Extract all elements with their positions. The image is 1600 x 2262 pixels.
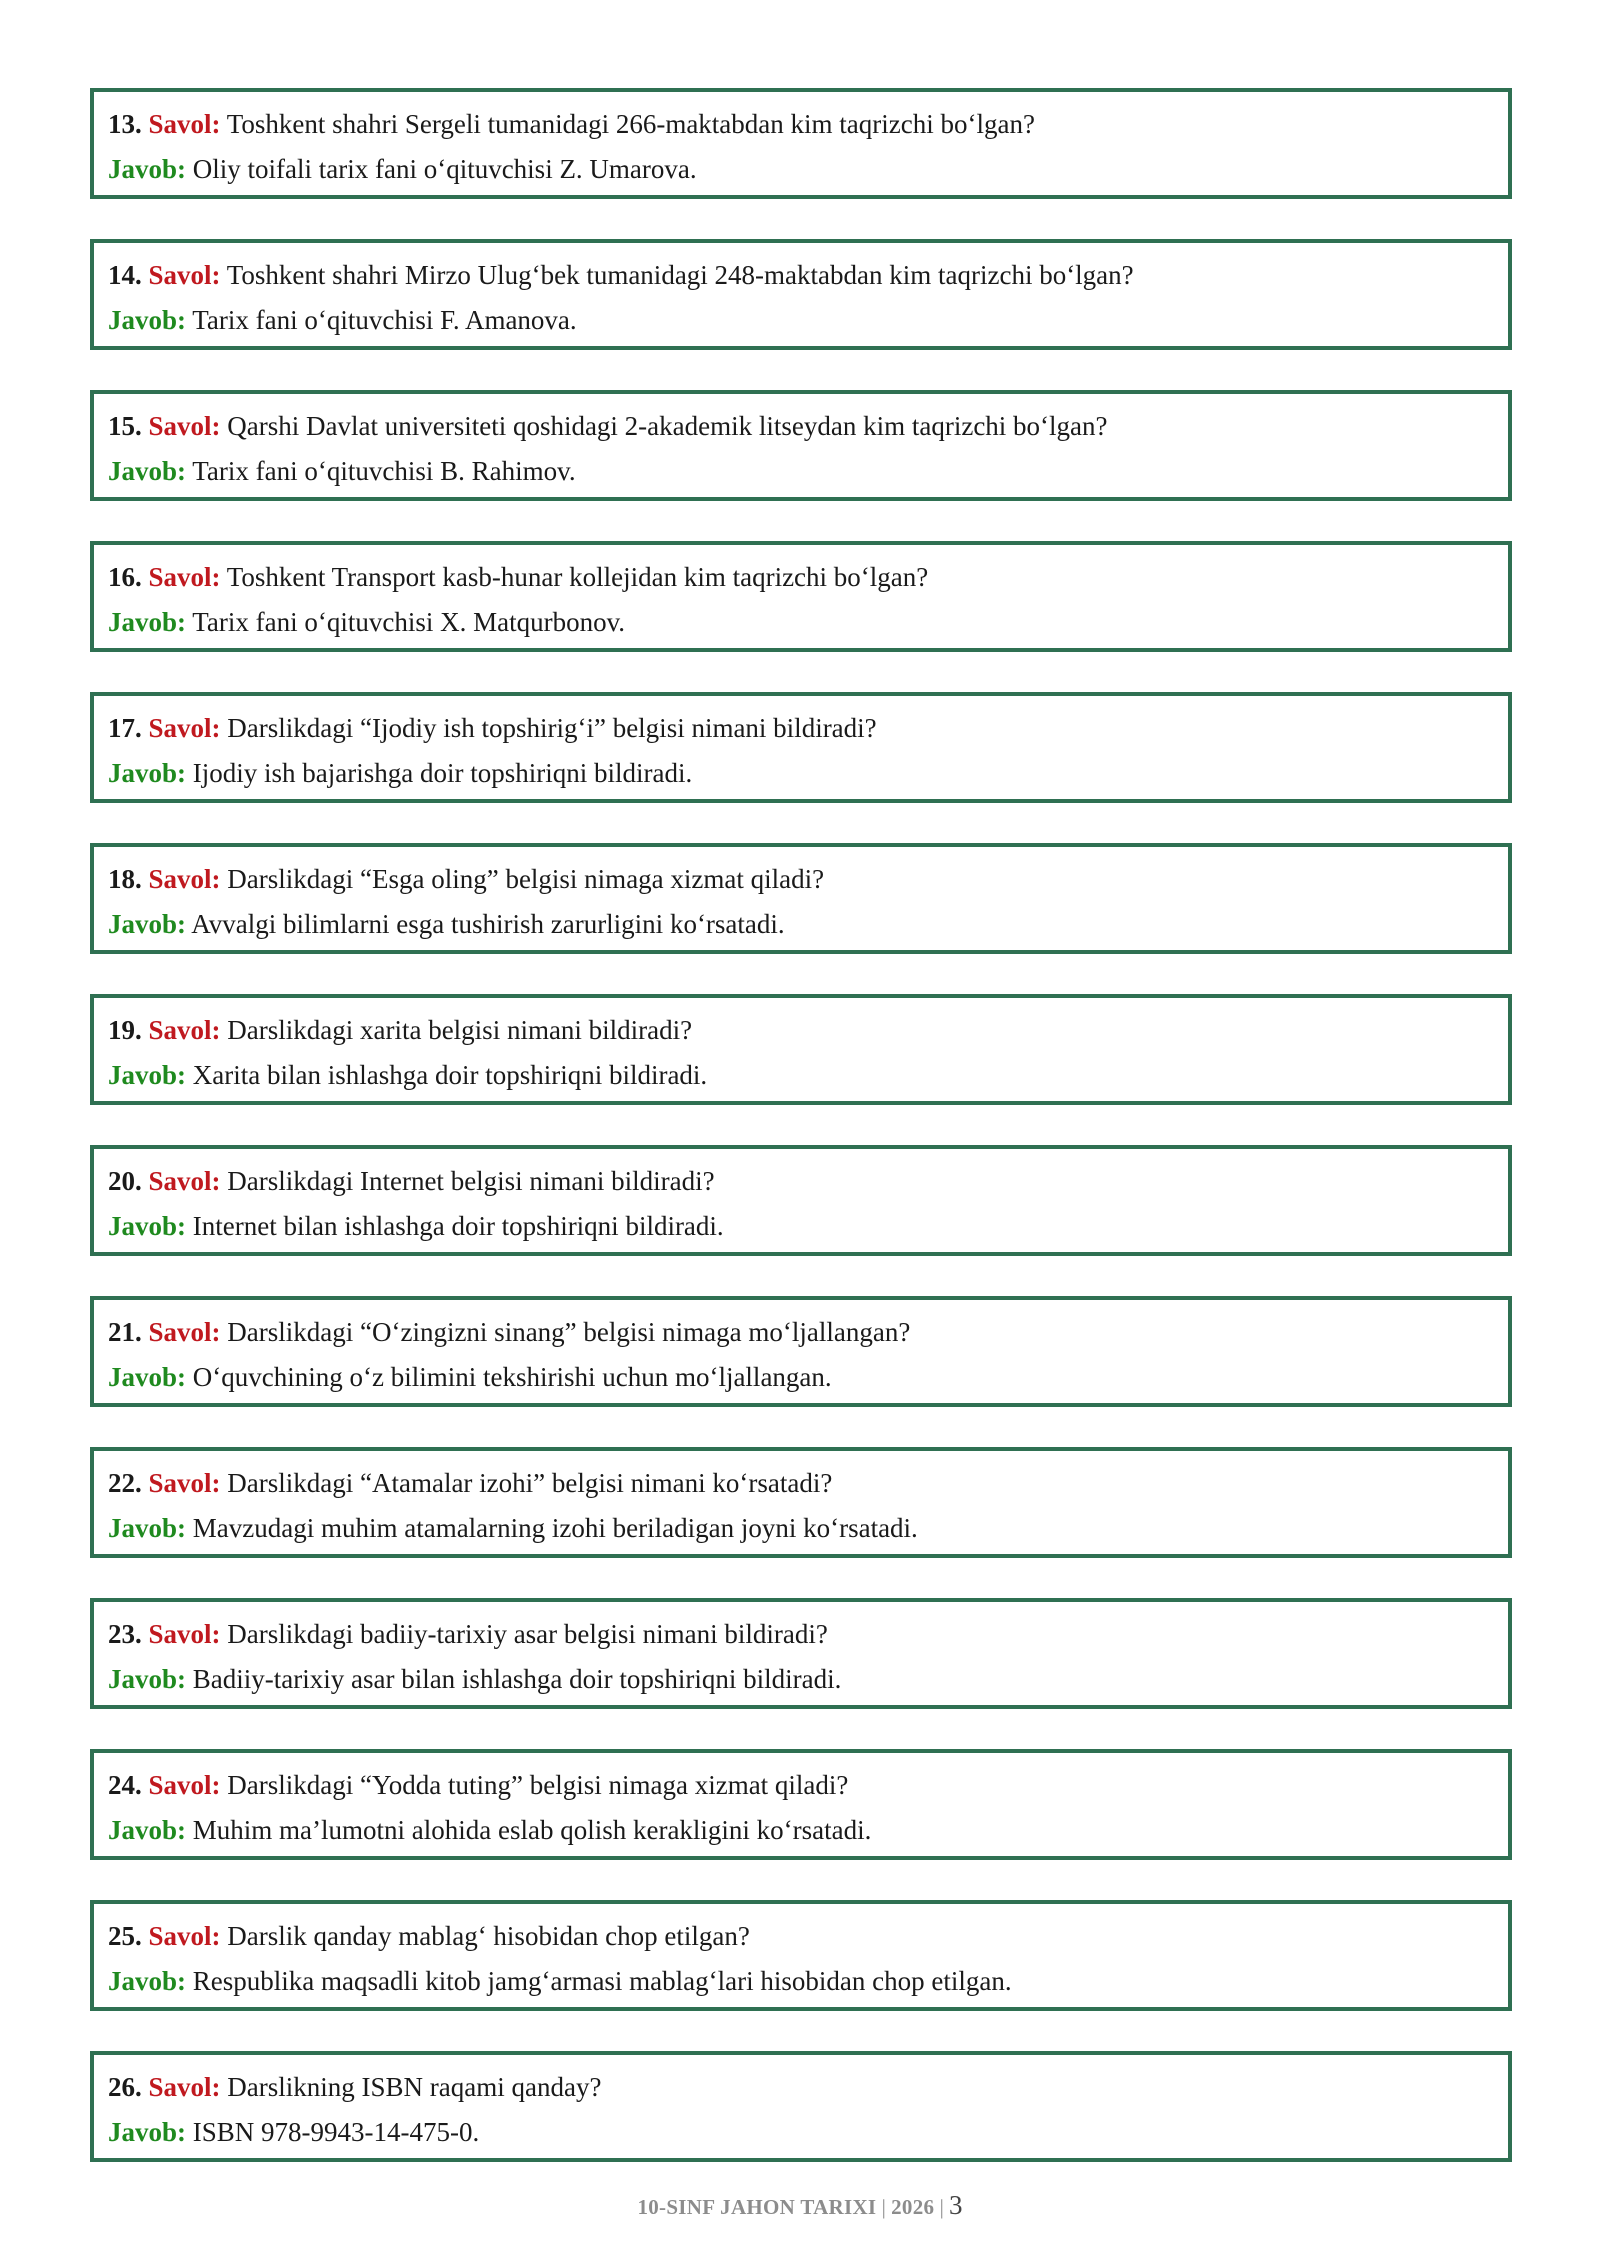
question-line	[108, 706, 1508, 751]
page-number: 3	[949, 2190, 963, 2220]
question-label: Savol:	[148, 1619, 221, 1649]
question-label: Savol:	[148, 260, 221, 290]
answer-line	[108, 2110, 1508, 2155]
question-text: Toshkent shahri Sergeli tumanidagi 266-maktabdan kim taqrizchi bo‘lgan?	[226, 109, 1035, 139]
question-line	[108, 1008, 1508, 1053]
question-number: 19.	[108, 1015, 142, 1045]
question-line	[108, 404, 1508, 449]
question-text: Toshkent shahri Mirzo Ulug‘bek tumanidagi 248-maktabdan kim taqrizchi bo‘lgan?	[226, 260, 1134, 290]
footer-year: 2026	[891, 2195, 935, 2219]
qa-card	[90, 390, 1512, 501]
question-line	[108, 555, 1508, 600]
question-text: Darslikdagi badiiy-tarixiy asar belgisi nimani bildiradi?	[227, 1619, 828, 1649]
answer-line	[108, 1506, 1508, 1551]
answer-label: Javob:	[108, 1664, 187, 1694]
question-label: Savol:	[148, 1166, 221, 1196]
answer-text: Oliy toifali tarix fani o‘qituvchisi Z. Umarova.	[192, 154, 697, 184]
question-label: Savol:	[148, 1015, 221, 1045]
question-label: Savol:	[148, 1921, 221, 1951]
question-label: Savol:	[148, 411, 221, 441]
question-number: 22.	[108, 1468, 142, 1498]
answer-text: O‘quvchining o‘z bilimini tekshirishi uchun mo‘ljallangan.	[192, 1362, 832, 1392]
question-line	[108, 253, 1508, 298]
qa-card	[90, 1900, 1512, 2011]
answer-line	[108, 902, 1508, 947]
question-text: Darslikdagi Internet belgisi nimani bildiradi?	[227, 1166, 715, 1196]
answer-label: Javob:	[108, 1815, 187, 1845]
qa-card	[90, 2051, 1512, 2162]
qa-card	[90, 1145, 1512, 1256]
page-footer	[0, 2190, 1600, 2221]
answer-text: Xarita bilan ishlashga doir topshiriqni bildiradi.	[192, 1060, 708, 1090]
answer-label: Javob:	[108, 758, 187, 788]
answer-text: Respublika maqsadli kitob jamg‘armasi mablag‘lari hisobidan chop etilgan.	[192, 1966, 1012, 1996]
answer-text: Mavzudagi muhim atamalarning izohi beriladigan joyni ko‘rsatadi.	[192, 1513, 918, 1543]
question-number: 26.	[108, 2072, 142, 2102]
question-text: Darslikning ISBN raqami qanday?	[227, 2072, 602, 2102]
answer-line	[108, 449, 1508, 494]
answer-label: Javob:	[108, 1060, 187, 1090]
answer-label: Javob:	[108, 1513, 187, 1543]
footer-book-title: 10-SINF JAHON TARIXI	[637, 2195, 877, 2219]
answer-text: Muhim ma’lumotni alohida eslab qolish kerakligini ko‘rsatadi.	[192, 1815, 872, 1845]
question-line	[108, 1914, 1508, 1959]
qa-list	[90, 88, 1512, 2202]
question-text: Darslikdagi xarita belgisi nimani bildiradi?	[227, 1015, 693, 1045]
answer-text: Tarix fani o‘qituvchisi F. Amanova.	[192, 305, 577, 335]
question-number: 21.	[108, 1317, 142, 1347]
question-label: Savol:	[148, 1468, 221, 1498]
question-line	[108, 102, 1508, 147]
answer-line	[108, 1204, 1508, 1249]
qa-card	[90, 1296, 1512, 1407]
question-line	[108, 1612, 1508, 1657]
answer-line	[108, 1657, 1508, 1702]
answer-line	[108, 600, 1508, 645]
answer-text: Tarix fani o‘qituvchisi X. Matqurbonov.	[192, 607, 626, 637]
question-text: Qarshi Davlat universiteti qoshidagi 2-akademik litseydan kim taqrizchi bo‘lgan?	[227, 411, 1108, 441]
question-line	[108, 1310, 1508, 1355]
answer-label: Javob:	[108, 607, 187, 637]
answer-line	[108, 147, 1508, 192]
qa-card	[90, 1598, 1512, 1709]
question-label: Savol:	[148, 1770, 221, 1800]
question-line	[108, 1159, 1508, 1204]
question-text: Darslikdagi “Atamalar izohi” belgisi nimani ko‘rsatadi?	[227, 1468, 833, 1498]
qa-card	[90, 1447, 1512, 1558]
answer-label: Javob:	[108, 1362, 187, 1392]
answer-line	[108, 1053, 1508, 1098]
question-text: Darslikdagi “O‘zingizni sinang” belgisi nimaga mo‘ljallangan?	[227, 1317, 911, 1347]
question-number: 17.	[108, 713, 142, 743]
question-line	[108, 2065, 1508, 2110]
question-line	[108, 857, 1508, 902]
answer-text: ISBN 978-9943-14-475-0.	[192, 2117, 480, 2147]
footer-separator: |	[939, 2195, 944, 2219]
answer-text: Internet bilan ishlashga doir topshiriqni bildiradi.	[192, 1211, 724, 1241]
footer-separator: |	[881, 2195, 886, 2219]
question-number: 23.	[108, 1619, 142, 1649]
qa-card	[90, 88, 1512, 199]
question-text: Darslikdagi “Esga oling” belgisi nimaga xizmat qiladi?	[227, 864, 825, 894]
question-number: 13.	[108, 109, 142, 139]
question-label: Savol:	[148, 713, 221, 743]
qa-card	[90, 1749, 1512, 1860]
answer-line	[108, 1959, 1508, 2004]
qa-card	[90, 541, 1512, 652]
answer-line	[108, 1355, 1508, 1400]
answer-label: Javob:	[108, 305, 187, 335]
question-text: Toshkent Transport kasb-hunar kollejidan kim taqrizchi bo‘lgan?	[226, 562, 929, 592]
answer-text: Ijodiy ish bajarishga doir topshiriqni bildiradi.	[192, 758, 693, 788]
question-number: 18.	[108, 864, 142, 894]
answer-label: Javob:	[108, 456, 187, 486]
answer-line	[108, 298, 1508, 343]
answer-text: Avvalgi bilimlarni esga tushirish zarurligini ko‘rsatadi.	[191, 909, 785, 939]
answer-text: Badiiy-tarixiy asar bilan ishlashga doir topshiriqni bildiradi.	[192, 1664, 842, 1694]
qa-card	[90, 843, 1512, 954]
question-number: 24.	[108, 1770, 142, 1800]
question-text: Darslik qanday mablag‘ hisobidan chop etilgan?	[227, 1921, 750, 1951]
question-text: Darslikdagi “Yodda tuting” belgisi nimaga xizmat qiladi?	[227, 1770, 849, 1800]
question-number: 15.	[108, 411, 142, 441]
question-line	[108, 1461, 1508, 1506]
answer-text: Tarix fani o‘qituvchisi B. Rahimov.	[192, 456, 576, 486]
answer-label: Javob:	[108, 2117, 187, 2147]
qa-card	[90, 692, 1512, 803]
question-number: 14.	[108, 260, 142, 290]
question-label: Savol:	[148, 562, 221, 592]
question-number: 16.	[108, 562, 142, 592]
question-number: 25.	[108, 1921, 142, 1951]
answer-line	[108, 751, 1508, 796]
question-line	[108, 1763, 1508, 1808]
qa-card	[90, 239, 1512, 350]
question-text: Darslikdagi “Ijodiy ish topshirig‘i” belgisi nimani bildiradi?	[227, 713, 877, 743]
answer-label: Javob:	[108, 1966, 187, 1996]
qa-card	[90, 994, 1512, 1105]
question-number: 20.	[108, 1166, 142, 1196]
answer-label: Javob:	[108, 909, 187, 939]
answer-label: Javob:	[108, 1211, 187, 1241]
question-label: Savol:	[148, 109, 221, 139]
answer-label: Javob:	[108, 154, 187, 184]
question-label: Savol:	[148, 2072, 221, 2102]
question-label: Savol:	[148, 1317, 221, 1347]
answer-line	[108, 1808, 1508, 1853]
question-label: Savol:	[148, 864, 221, 894]
